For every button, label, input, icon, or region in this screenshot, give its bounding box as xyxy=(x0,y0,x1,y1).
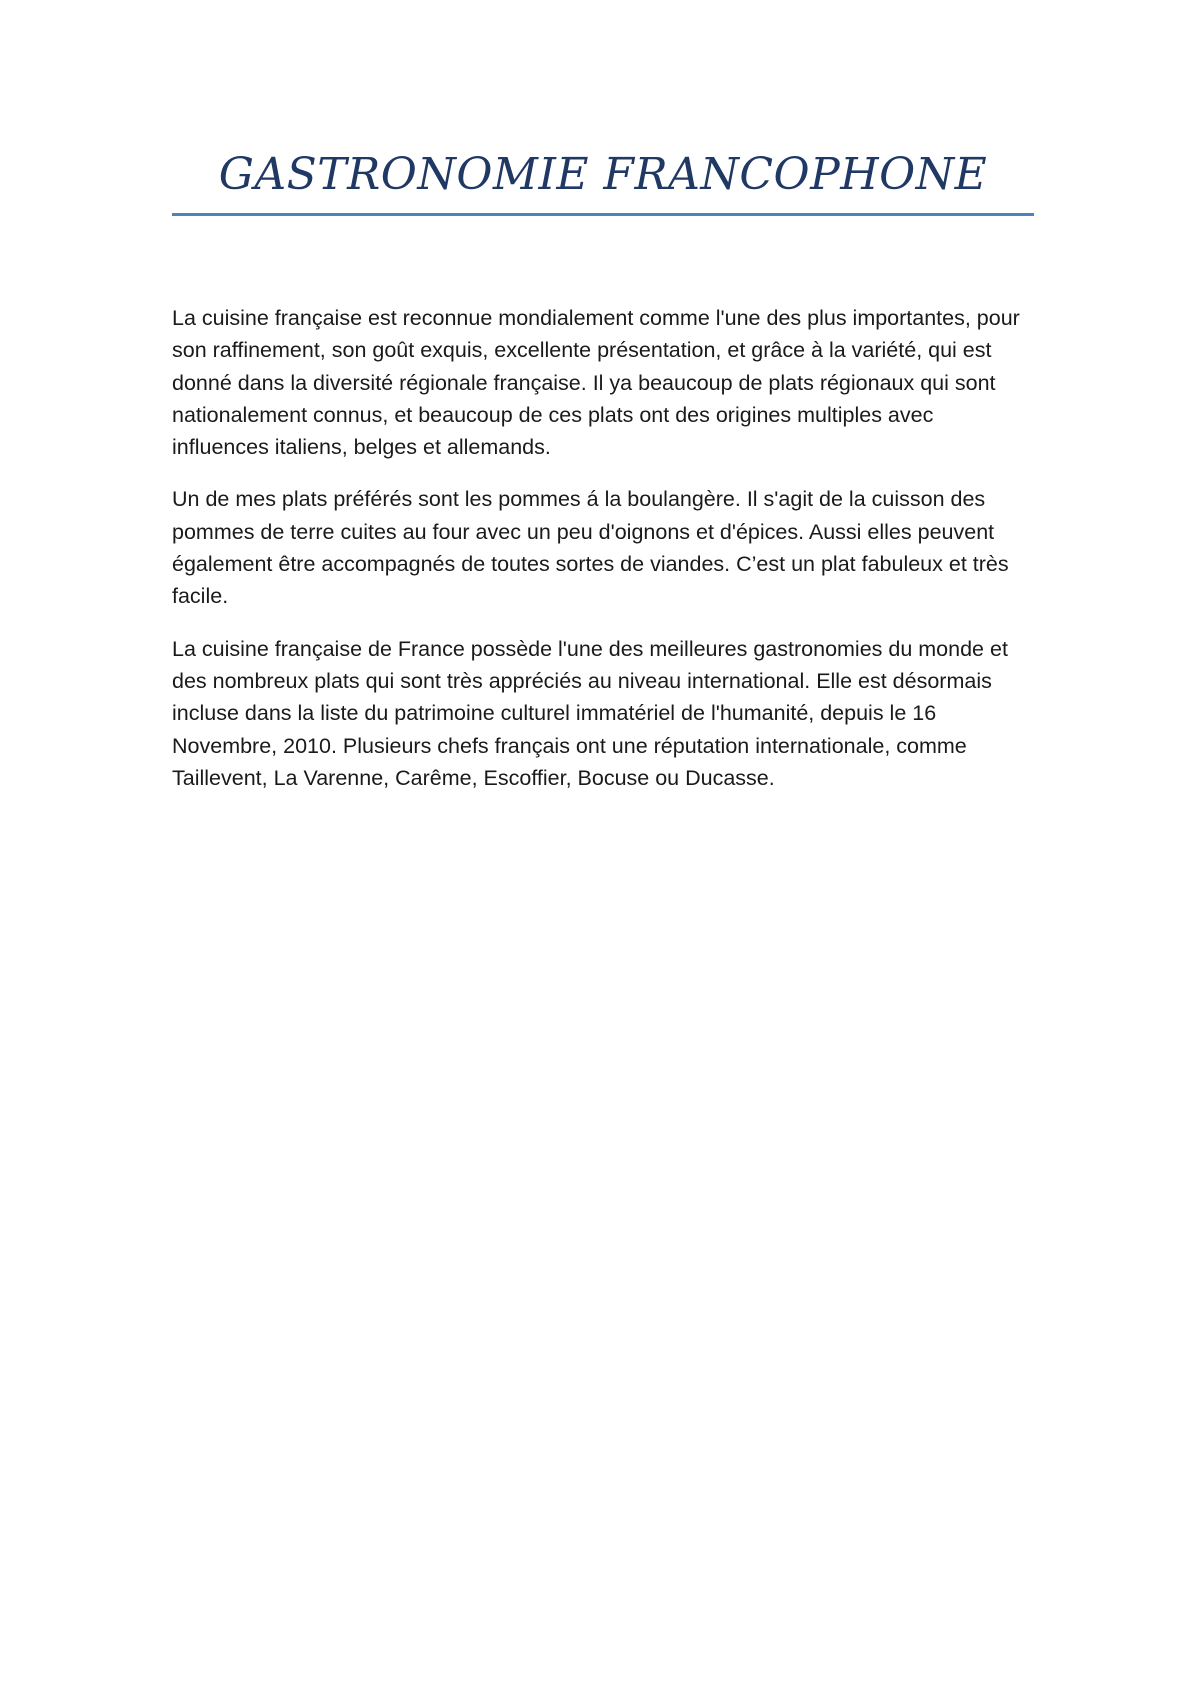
document-title: GASTRONOMIE FRANCOPHONE xyxy=(218,149,988,200)
paragraph-1: La cuisine française est reconnue mondialement comme l'une des plus importantes, pour son raffinement, son goût exquis, excellente présentation, et grâce à la variété, qui est donné dans la diversité régionale française. Il ya beaucoup de plats régionaux qui sont nationalement connus, et beaucoup de ces plats ont des origines multiples avec influences italiens, belges et allemands. xyxy=(172,306,1020,460)
document-body xyxy=(172,302,1034,794)
paragraph-2: Un de mes plats préférés sont les pommes á la boulangère. Il s'agit de la cuisson des pommes de terre cuites au four avec un peu d'oignons et d'épices. Aussi elles peuvent également être accompagnés de toutes sortes de viandes. C’est un plat fabuleux et très facile. xyxy=(172,487,1009,609)
paragraph-3: La cuisine française de France possède l'une des meilleures gastronomies du monde et des nombreux plats qui sont très appréciés au niveau international. Elle est désormais incluse dans la liste du patrimoine culturel immatériel de l'humanité, depuis le 16 Novembre, 2010. Plusieurs chefs français ont une réputation internationale, comme Taillevent, La Varenne, Carême, Escoffier, Bocuse ou Ducasse. xyxy=(172,636,1008,790)
title-underline xyxy=(172,213,1034,216)
document-content xyxy=(172,145,1034,814)
